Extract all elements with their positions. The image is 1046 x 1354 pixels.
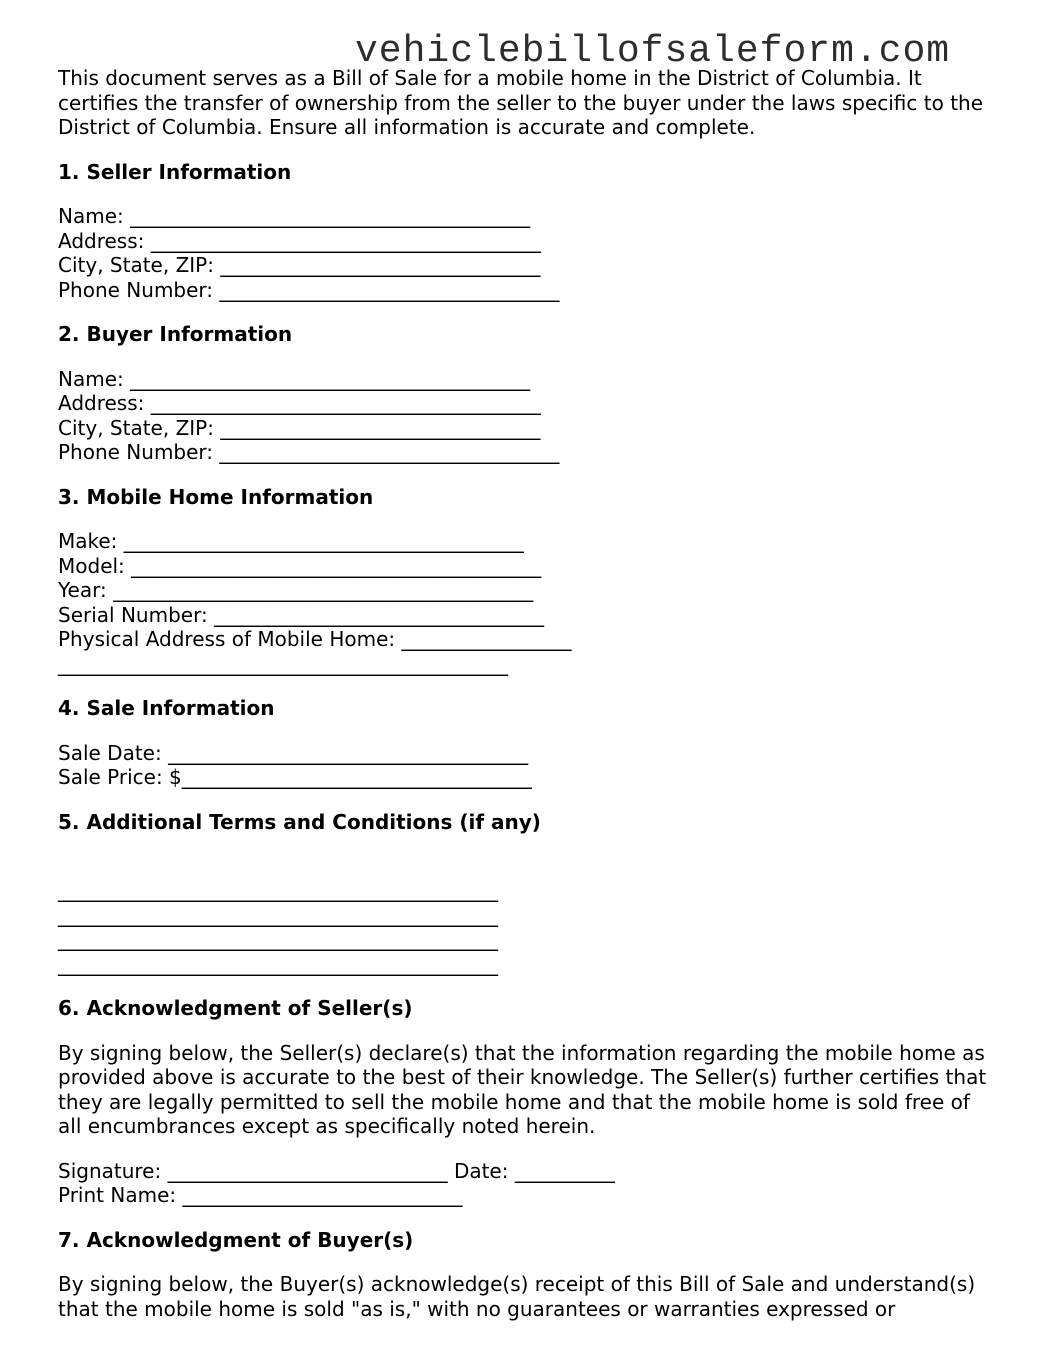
buyer-name-field[interactable]: Name: ________________________________________ xyxy=(58,366,531,391)
document-body xyxy=(58,66,998,1321)
sale-fields xyxy=(58,741,998,790)
home-serial-field[interactable]: Serial Number: _________________________________ xyxy=(58,602,545,627)
sale-heading: 4. Sale Information xyxy=(58,696,275,720)
buyer-phone-field[interactable]: Phone Number: __________________________________ xyxy=(58,440,560,464)
seller-address-field[interactable]: Address: _______________________________________ xyxy=(58,228,541,253)
home-fields xyxy=(58,529,998,676)
sale-price-field[interactable]: Sale Price: $___________________________________ xyxy=(58,765,532,789)
terms-line[interactable]: ____________________________________________ xyxy=(58,927,498,951)
buyer-address-field[interactable]: Address: _______________________________________ xyxy=(58,391,541,415)
seller-signature-date-field[interactable]: Signature: ____________________________ Date: __________ xyxy=(58,1158,615,1183)
home-model-field[interactable]: Model: _________________________________________ xyxy=(58,553,542,578)
buyer-heading: 2. Buyer Information xyxy=(58,322,293,346)
seller-ack-heading: 6. Acknowledgment of Seller(s) xyxy=(58,996,413,1020)
seller-city-field[interactable]: City, State, ZIP: ________________________________ xyxy=(58,253,541,277)
terms-line[interactable]: ____________________________________________ xyxy=(58,878,498,902)
buyer-fields xyxy=(58,367,998,465)
sale-date-field[interactable]: Sale Date: ____________________________________ xyxy=(58,740,529,765)
seller-ack-paragraph: By signing below, the Seller(s) declare(s) that the information regarding the mobile home as provided above is accurate to the best of their knowledge. The Seller(s) further certifies that they are legally permitted to sell the mobile home and that the mobile home is sold free of all encumbrances except as specifically noted herein. xyxy=(58,1040,993,1138)
seller-print-name-field[interactable]: Print Name: ____________________________ xyxy=(58,1183,463,1207)
seller-phone-field[interactable]: Phone Number: __________________________________ xyxy=(58,277,560,302)
buyer-ack-heading: 7. Acknowledgment of Buyer(s) xyxy=(58,1227,414,1252)
terms-line[interactable]: ____________________________________________ xyxy=(58,951,498,976)
buyer-city-field[interactable]: City, State, ZIP: ________________________________ xyxy=(58,415,541,440)
seller-fields xyxy=(58,204,998,302)
terms-line[interactable]: ____________________________________________ xyxy=(58,902,498,927)
watermark-text: vehiclebillofsaleform.com xyxy=(355,30,951,73)
seller-signature-fields xyxy=(58,1159,998,1208)
home-address-field-continued[interactable]: _____________________________________________ xyxy=(58,651,508,676)
intro-paragraph: This document serves as a Bill of Sale for a mobile home in the District of Columbia. It certifies the transfer of ownership from the seller to the buyer under the laws specific to the District of Columbia. Ensure all information is accurate and complete. xyxy=(58,66,990,139)
terms-heading: 5. Additional Terms and Conditions (if any) xyxy=(58,809,541,834)
home-year-field[interactable]: Year: __________________________________________ xyxy=(58,578,534,602)
home-address-field[interactable]: Physical Address of Mobile Home: _________________ xyxy=(58,627,572,651)
buyer-ack-paragraph: By signing below, the Buyer(s) acknowledge(s) receipt of this Bill of Sale and understand(s) that the mobile home is sold "as is," with no guarantees or warranties expressed or xyxy=(58,1272,982,1321)
seller-heading: 1. Seller Information xyxy=(58,159,292,184)
seller-name-field[interactable]: Name: ________________________________________ xyxy=(58,204,531,228)
home-heading: 3. Mobile Home Information xyxy=(58,484,374,509)
home-make-field[interactable]: Make: ________________________________________ xyxy=(58,529,524,553)
terms-fields xyxy=(58,854,998,976)
